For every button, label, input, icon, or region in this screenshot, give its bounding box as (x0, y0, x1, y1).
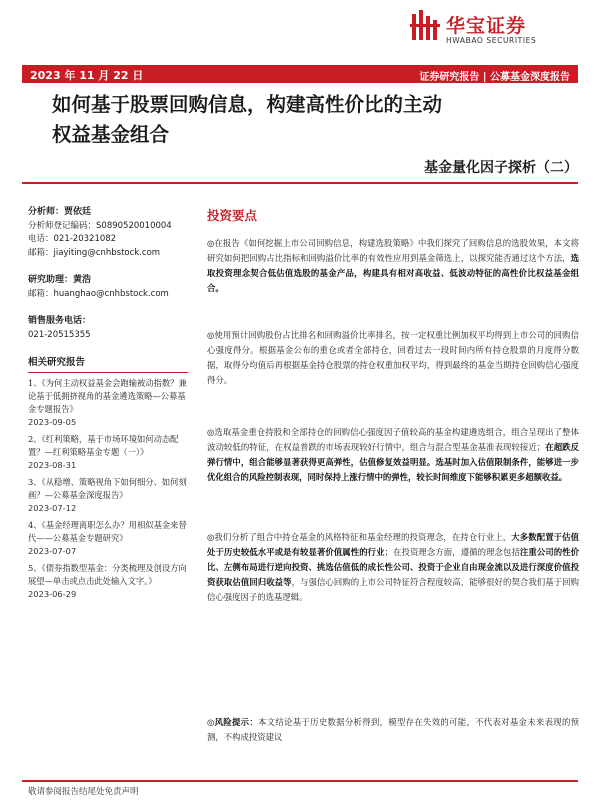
risk-label: 风险提示： (214, 717, 259, 727)
phone-label: 电话： (28, 234, 54, 244)
brand-name-cn: 华宝证券 (446, 15, 527, 37)
brand-logo (410, 10, 590, 50)
p4-bold-1: 大多数配置于估值处于历史较低水平或是有较显著价值属性的行业 (207, 532, 580, 557)
summary-heading: 投资要点 (207, 208, 258, 223)
risk-text: 本文结论基于历史数据分析得到，模型存在失效的可能，不代表对基金未来表现的预测，不构成投资建议 (207, 717, 580, 742)
related-report-date: 2023-09-05 (28, 416, 77, 427)
related-report-title: 1、《为何主动权益基金会跑输被动指数？兼论基于低拥挤视角的基金遴选策略—公募基金专题报告》 (28, 377, 187, 414)
p1-text: 在报告《如何挖掘上市公司回购信息，构建选股策略》中我们探究了回购信息的选股效果，本文将研究如何把回购占比指标和回购溢价比率的有效性应用到基金筛选上，以探究能否通过这个方法， (207, 238, 579, 263)
sales-phone: 021-20515355 (28, 329, 91, 340)
p4-text-2: ；在投资理念方面，遵循的理念包括 (384, 547, 520, 557)
analyst-block (28, 206, 188, 260)
related-report-item[interactable] (28, 476, 188, 515)
cert-label: 分析师登记编码： (28, 220, 97, 231)
email-label: 邮箱： (28, 247, 54, 258)
title-line-2: 权益基金组合 (52, 123, 170, 146)
analyst-cert: S0890520010004 (96, 220, 172, 231)
assistant-email-label: 邮箱： (28, 288, 54, 299)
summary-paragraph-2 (207, 328, 579, 388)
related-reports-list (28, 377, 188, 601)
assistant-name: 黄浩 (73, 275, 92, 285)
footer-divider (22, 780, 578, 782)
p4-text-1: 我们分析了组合中持仓基金的风格特征和基金经理的投资理念，在持仓行业上， (214, 532, 512, 542)
assistant-email[interactable]: huanghao@cnhbstock.com (53, 288, 169, 299)
circled-bullet-icon: ◎ (207, 238, 215, 248)
report-title (52, 90, 552, 150)
title-line-1: 如何基于股票回购信息，构建高性价比的主动 (52, 93, 443, 116)
related-report-item[interactable] (28, 519, 188, 558)
header-band (22, 65, 578, 83)
summary-section (207, 206, 579, 230)
analyst-phone: 021-20321082 (53, 234, 117, 244)
report-series: 基金量化因子探析（二） (424, 160, 578, 176)
p2-text: 使用预计回购股份占比排名和回购溢价比率排名，按一定权重比例加权平均得到上市公司的回购信心强度得分。根据基金公布的重仓或者全部持仓，回看过去一段时间内所有持仓股票的月度得分数据，取得分均值后再根据基金持仓股票的持仓权重加权平均，得到最终的基金当期持仓回购信心强度得分。 (207, 330, 579, 385)
related-report-title: 2、《红利策略，基于市场环境如何动态配置？—红利策略基金专题（一）》 (28, 433, 179, 457)
report-tags: 证券研究报告 | 公募基金深度报告 (419, 72, 570, 83)
p1-bold: 选取投资理念契合低估值选股的基金产品，构建具有相对高收益、低波动特征的高性价比权益基金组合。 (207, 253, 579, 293)
related-report-date: 2023-06-29 (28, 588, 77, 599)
author-sidebar (28, 206, 188, 601)
sales-block (28, 315, 188, 342)
circled-bullet-icon: ◎ (207, 717, 215, 727)
p4-text-3: ，与强信心回购的上市公司特征符合程度较高，能够很好的契合我们基于回购信心强度因子的选基逻辑。 (207, 577, 580, 602)
related-report-date: 2023-07-12 (28, 502, 77, 513)
hwabao-logo-mark-icon (410, 10, 440, 42)
title-divider (22, 182, 578, 184)
circled-bullet-icon: ◎ (207, 427, 215, 437)
report-date: 2023 年 11 月 22 日 (30, 69, 144, 82)
p4-bold-2: 注重公司的性价比、左侧布局进行逆向投资、挑选估值低的成长性公司、投资于企业自由现金流以及进行深度价值投资获取估值回归收益等 (207, 547, 580, 587)
circled-bullet-icon: ◎ (207, 330, 215, 340)
footer-disclaimer[interactable]: 敬请参阅报告结尾处免责声明 (28, 787, 139, 797)
brand-name-en: HWABAO SECURITIES (446, 36, 537, 45)
related-report-date: 2023-08-31 (28, 459, 77, 470)
sales-label: 销售服务电话： (28, 316, 92, 326)
circled-bullet-icon: ◎ (207, 532, 215, 542)
related-report-item[interactable] (28, 433, 188, 472)
related-report-title: 4、《基金经理离职怎么办？用相似基金来替代——公募基金专题研究》 (28, 519, 187, 543)
analyst-email[interactable]: jiayiting@cnhbstock.com (53, 247, 161, 258)
summary-paragraph-3 (207, 425, 579, 485)
analyst-label: 分析师： (28, 207, 65, 217)
report-type: 证券研究报告 (419, 72, 480, 83)
related-heading: 相关研究报告 (28, 356, 188, 373)
related-report-title: 3、《从稳增、策略视角下如何细分、如何刻画？—公募基金深度报告》 (28, 476, 187, 500)
p3-bold-2: 选基时加入估值限制条件，能够进一步优化组合的风险控制表现，同时保持上涨行情中的弹性，较长时间维度下能够积累更多超额收益。 (207, 457, 580, 482)
related-report-item[interactable] (28, 377, 188, 429)
assistant-block (28, 274, 188, 301)
summary-paragraph-1 (207, 236, 579, 296)
assistant-label: 研究助理： (28, 275, 74, 285)
risk-warning (207, 715, 579, 745)
summary-paragraph-4 (207, 530, 579, 605)
analyst-name: 贾依廷 (64, 207, 92, 217)
related-report-item[interactable] (28, 562, 188, 601)
p3-bold-1: 在超跌反弹行情中，组合能够显著获得更高弹性，估值修复效益明显。 (207, 442, 579, 467)
related-report-date: 2023-07-07 (28, 545, 77, 556)
related-report-title: 5、《债券指数型基金：分类梳理及创设方向展望—单击或点击此处输入文字。》 (28, 562, 187, 586)
report-category: 公募基金深度报告 (490, 72, 570, 83)
p3-text: 选取基金重仓持股和全部持仓的回购信心强度因子值较高的基金构建遴选组合，组合呈现出了整体波动较低的特征，在权益普跌的市场表现较好行情中，组合与混合型基金基准表现较接近； (207, 427, 579, 452)
